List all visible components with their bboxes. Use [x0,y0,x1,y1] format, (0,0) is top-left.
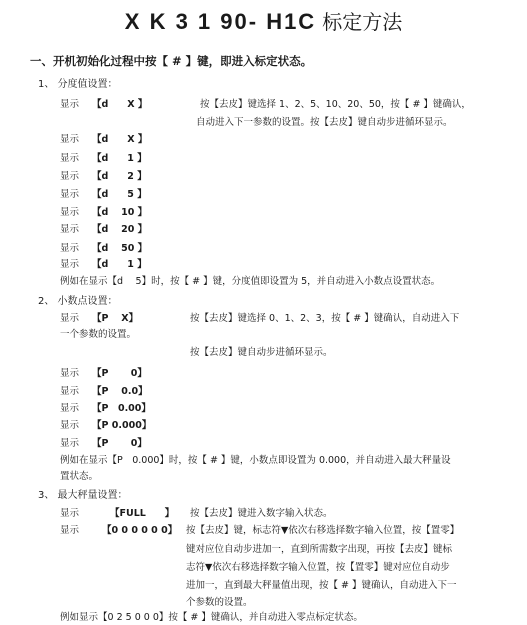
division-example: 例如在显示【d 5】时，按【 # 】键，分度值即设置为 5，并自动进入小数点设置状态。 [60,276,441,287]
sub-heading-capacity: 3、 最大秤量设置： [38,490,128,501]
display-code: 【0 0 0 0 0 0】 [102,525,178,536]
sub-heading-division: 1、 分度值设置： [38,79,118,90]
display-code: 【P X】 [92,313,139,324]
display-code: 【d X 】 [92,99,148,110]
display-label: 显示 [60,171,80,182]
digits-desc-5: 个参数的设置。 [186,597,253,608]
decimal-desc-3: 按【去皮】键自动步进循环显示。 [190,347,333,358]
display-code: 【d 5 】 [92,189,147,200]
decimal-example-1: 例如在显示【P 0.000】时，按【 # 】键，小数点即设置为 0.000，并自动进入最大秤量设 [60,455,451,466]
division-desc-2: 自动进入下一参数的设置。按【去皮】键自动步进循环显示。 [196,117,453,128]
display-label: 显示 [60,403,80,414]
display-code: 【FULL 】 [110,508,175,519]
display-code: 【d 2 】 [92,171,147,182]
digits-desc-2: 键对应位自动步进加一，直到所需数字出现，再按【去皮】键标 [186,544,453,555]
display-label: 显示 [60,525,80,536]
sub-heading-decimal: 2、 小数点设置： [38,296,118,307]
display-label: 显示 [60,508,80,519]
display-label: 显示 [60,243,80,254]
display-code: 【P 0】 [92,438,147,449]
section-heading: 一、开机初始化过程中按【 # 】键，即进入标定状态。 [30,54,313,68]
decimal-desc-1: 按【去皮】键选择 0、1、2、3，按【 # 】键确认，自动进入下 [190,313,460,324]
division-desc-1: 按【去皮】键选择 1、2、5、10、20、50，按【 # 】键确认， [200,99,471,110]
display-label: 显示 [60,438,80,449]
display-label: 显示 [60,368,80,379]
display-code: 【P 0.0】 [92,386,148,397]
digits-desc-3: 志符▼依次右移选择数字输入位置，按【置零】键对应位自动步 [186,562,450,573]
document-title [0,6,527,35]
capacity-example: 例如显示【0 2 5 0 0 0】按【 # 】键确认，并自动进入零点标定状态。 [60,612,363,623]
display-label: 显示 [60,207,80,218]
display-label: 显示 [60,153,80,164]
display-label: 显示 [60,313,80,324]
display-label: 显示 [60,189,80,200]
display-code: 【P 0.000】 [92,420,152,431]
decimal-example-2: 置状态。 [60,471,99,482]
capacity-desc: 按【去皮】键进入数字输入状态。 [190,508,333,519]
display-code: 【d 10 】 [92,207,148,218]
model-code: X K 3 1 90- H1C [124,9,317,34]
display-code: 【d 1 】 [92,153,147,164]
decimal-desc-2: 一个参数的设置。 [60,329,137,340]
display-code: 【P 0.00】 [92,403,151,414]
digits-desc-4: 进加一，直到最大秤量值出现，按【 # 】键确认，自动进入下一 [186,580,457,591]
display-code: 【P 0】 [92,368,147,379]
display-label: 显示 [60,134,80,145]
display-code: 【d 50 】 [92,243,148,254]
display-code: 【d 1 】 [92,259,147,270]
display-code: 【d X 】 [92,134,148,145]
digits-desc-1: 按【去皮】键，标志符▼依次右移选择数字输入位置，按【置零】 [186,525,460,536]
display-label: 显示 [60,224,80,235]
display-label: 显示 [60,259,80,270]
display-label: 显示 [60,386,80,397]
display-label: 显示 [60,420,80,431]
display-label: 显示 [60,99,80,110]
display-code: 【d 20 】 [92,224,148,235]
title-text: 标定方法 [322,10,403,34]
